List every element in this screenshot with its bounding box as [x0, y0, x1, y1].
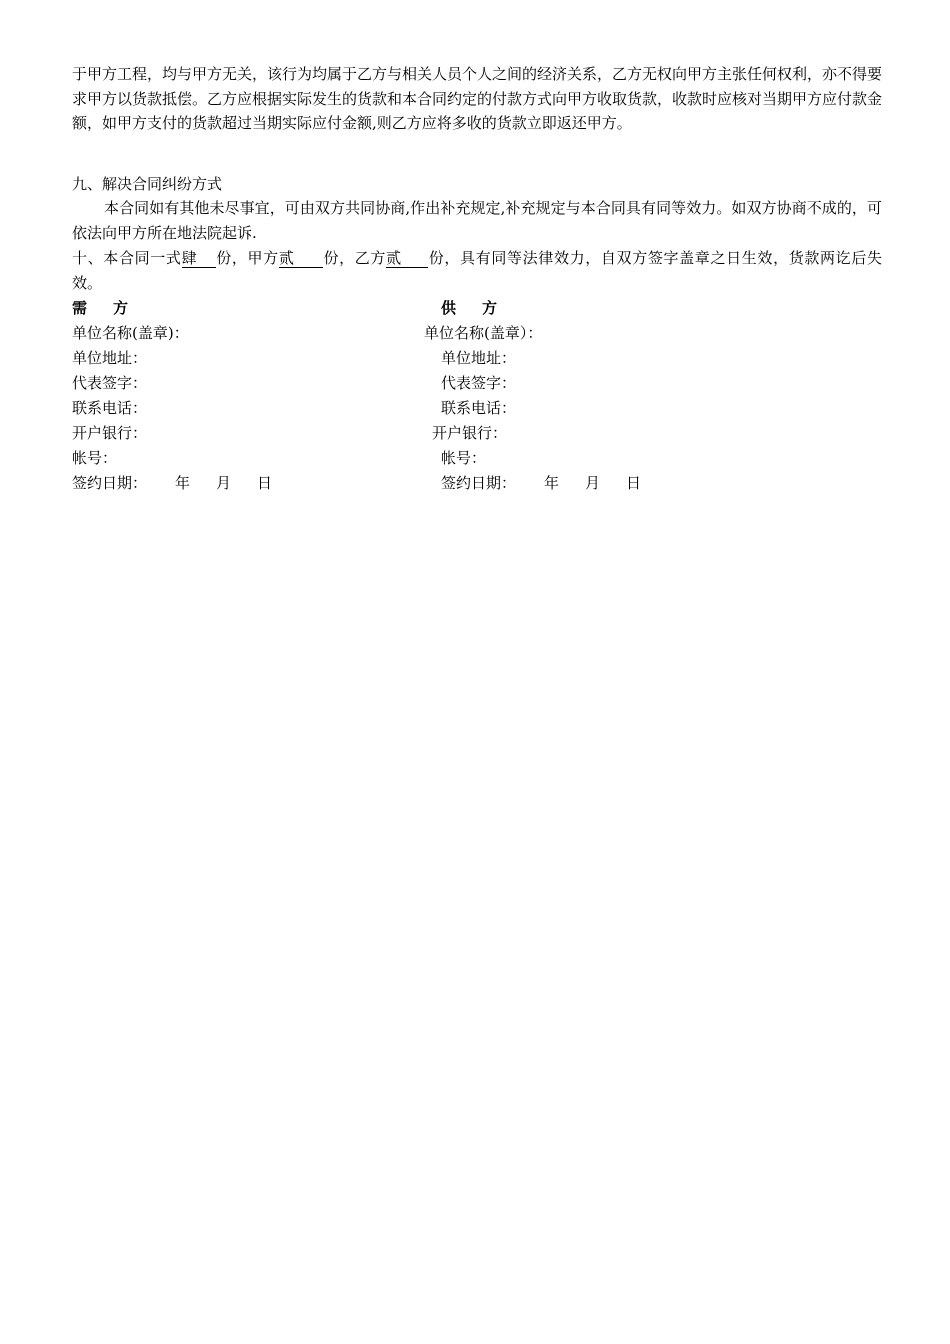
section-9-body: 本合同如有其他未尽事宜，可由双方共同协商,作出补充规定,补充规定与本合同具有同等效力。如双方协商不成的，可依法向甲方所在地法院起诉.: [72, 199, 882, 242]
buyer-account-field: 帐号：: [72, 449, 118, 467]
section-10-text-2: 份，甲方: [215, 249, 279, 267]
copies-total-blank: 肆: [182, 249, 216, 268]
seller-bank-field: 开户银行：: [432, 424, 508, 442]
seller-company-name-field: 单位名称(盖章）：: [424, 324, 543, 342]
seller-phone-field: 联系电话：: [441, 399, 517, 417]
buyer-date-year: 年: [175, 474, 191, 492]
seller-account-field: 帐号：: [441, 449, 487, 467]
buyer-date-month: 月: [216, 474, 232, 492]
section-9-heading: 九、解决合同纠纷方式: [72, 175, 223, 193]
buyer-company-name-field: 单位名称(盖章)：: [72, 324, 189, 342]
seller-date-field: 签约日期： 年 月 日: [441, 471, 641, 495]
section-10-text-3: 份，乙方: [322, 249, 387, 267]
section-10-text-4: 份，具有同等法律效力，自双方签字盖章之日生效，货款两讫后失效。: [72, 249, 882, 292]
copies-party-b-blank: 贰: [386, 249, 428, 268]
buyer-title: 需方: [72, 299, 155, 317]
seller-address-field: 单位地址：: [441, 349, 517, 367]
buyer-representative-field: 代表签字：: [72, 374, 148, 392]
buyer-date-day: 日: [257, 474, 273, 492]
seller-representative-field: 代表签字：: [441, 374, 517, 392]
paragraph-payment-terms: 于甲方工程，均与甲方无关，该行为均属于乙方与相关人员个人之间的经济关系，乙方无权向甲方主张任何权利，亦不得要求甲方以货款抵偿。乙方应根据实际发生的货款和本合同约定的付款方式向甲方收取货款，收款时应核对当期甲方应付款金额，如甲方支付的货款超过当期实际应付金额,则乙方应将多收的货款立即返还甲方。: [72, 65, 883, 133]
seller-title: 供方: [441, 299, 524, 317]
copies-party-a-blank: 贰: [279, 249, 323, 268]
buyer-bank-field: 开户银行：: [72, 424, 148, 442]
section-10-text-1: 十、本合同一式: [72, 249, 182, 267]
seller-date-year: 年: [544, 474, 560, 492]
buyer-address-field: 单位地址：: [72, 349, 148, 367]
section-10-body: [72, 246, 882, 295]
seller-date-day: 日: [626, 474, 642, 492]
buyer-date-field: 签约日期： 年 月 日: [72, 471, 272, 495]
buyer-phone-field: 联系电话：: [72, 399, 148, 417]
seller-date-month: 月: [585, 474, 601, 492]
